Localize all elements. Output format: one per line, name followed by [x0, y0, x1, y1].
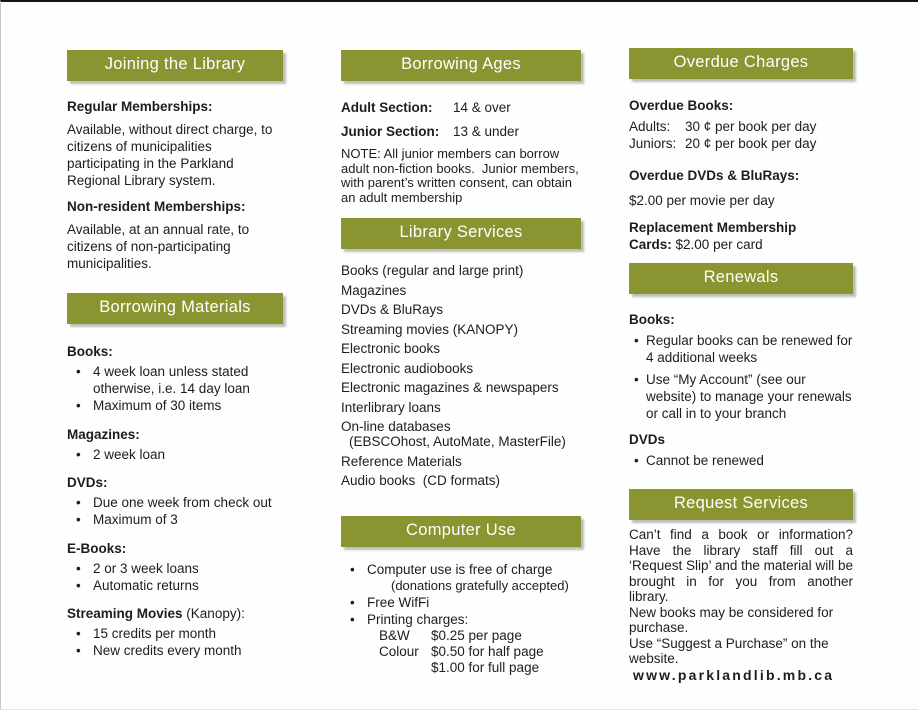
list-item	[341, 561, 581, 578]
bullet-icon	[634, 371, 646, 422]
bullet-icon	[76, 642, 93, 659]
service-item-sub: (EBSCOhost, AutoMate, MasterFile)	[349, 434, 566, 449]
library-services-list	[341, 262, 581, 489]
service-item: Streaming movies (KANOPY)	[341, 321, 519, 337]
bullet-icon	[350, 561, 367, 578]
printing-charge-row	[341, 628, 581, 644]
list-item	[629, 452, 853, 469]
service-item: Electronic books	[341, 341, 441, 356]
list-item-text: Due one week from check out	[93, 495, 272, 510]
replacement-line2: Cards:	[629, 237, 672, 252]
bullet-icon	[76, 494, 93, 511]
printing-price: $0.25 per page	[431, 628, 522, 643]
junior-section-line	[341, 123, 581, 140]
printing-price: $1.00 for full page	[431, 660, 540, 675]
bullet-icon	[76, 560, 93, 577]
list-item-text: Printing charges:	[367, 612, 469, 627]
list-item-text: Cannot be renewed	[646, 453, 764, 468]
list-item-text: 2 or 3 week loans	[93, 561, 199, 576]
list-item	[67, 494, 283, 511]
section-header-borrowing-materials: Borrowing Materials	[67, 293, 283, 324]
subheading-regular-memberships: Regular Memberships:	[67, 99, 213, 114]
service-item: On-line databases	[341, 419, 451, 434]
list-item	[341, 594, 581, 611]
overdue-rate-row	[629, 119, 853, 136]
list-item	[67, 511, 283, 528]
bullet-icon	[76, 363, 93, 397]
bullet-list-magazines	[67, 446, 283, 463]
list-item	[341, 611, 581, 628]
column-middle	[341, 2, 581, 676]
bullet-list-dvds	[67, 494, 283, 528]
list-item	[67, 642, 283, 659]
column-right	[629, 2, 853, 684]
subheading-magazines: Magazines:	[67, 427, 140, 442]
bullet-icon	[76, 577, 93, 594]
bullet-icon	[76, 511, 93, 528]
section-header-overdue-charges: Overdue Charges	[629, 48, 853, 79]
subheading-renew-dvds: DVDs	[629, 432, 666, 447]
list-item-text: Regular books can be renewed for 4 additional weeks	[646, 333, 853, 365]
bullet-list-streaming	[67, 625, 283, 659]
column-left	[67, 2, 283, 659]
list-item-text: Free WifFi	[367, 595, 430, 610]
printing-type-label: B&W	[379, 628, 410, 643]
bullet-icon	[634, 332, 646, 366]
service-item: Electronic audiobooks	[341, 360, 474, 376]
overdue-rates	[629, 119, 853, 152]
paragraph-regular-memberships: Available, without direct charge, to citizens of municipalities participating in the Parkland Regional Library system.	[67, 122, 273, 188]
replacement-line1: Replacement Membership	[629, 220, 797, 235]
request-paragraph-3: Use “Suggest a Purchase” on the website.	[629, 635, 829, 666]
note-paragraph: NOTE: All junior members can borrow adult non-fiction books. Junior members, with parent’s written consent, can obtain an adult membership	[341, 146, 583, 205]
subheading-regular-part: (Kanopy):	[182, 606, 245, 621]
section-header-joining-the-library: Joining the Library	[67, 50, 283, 81]
bullet-list-ebooks	[67, 560, 283, 594]
bullet-icon	[350, 611, 367, 628]
bullet-list-books	[67, 363, 283, 414]
computer-use-list	[341, 561, 581, 676]
list-item	[67, 446, 283, 463]
junior-section-label: Junior Section:	[341, 124, 440, 139]
subheading-overdue-books: Overdue Books:	[629, 98, 734, 113]
service-item: Magazines	[341, 282, 407, 298]
junior-section-value: 13 & under	[453, 124, 520, 139]
printing-charge-row	[341, 644, 581, 660]
request-paragraph-2: New books may be considered for purchase.	[629, 604, 834, 635]
list-item-text: Maximum of 30 items	[93, 398, 222, 413]
list-item	[629, 371, 853, 422]
subheading-dvds: DVDs:	[67, 475, 108, 490]
subheading-nonresident-memberships: Non-resident Memberships:	[67, 199, 246, 214]
service-item: Audio books (CD formats)	[341, 473, 501, 488]
list-item-text: Automatic returns	[93, 578, 199, 593]
service-item: DVDs & BluRays	[341, 302, 444, 317]
bullet-list-renew-books	[629, 332, 853, 422]
bullet-icon	[76, 446, 93, 463]
service-item: Books (regular and large print)	[341, 263, 524, 278]
overdue-rate-value: 20 ¢ per book per day	[685, 135, 817, 151]
section-header-borrowing-ages: Borrowing Ages	[341, 50, 581, 81]
section-header-request-services: Request Services	[629, 489, 853, 520]
list-item	[67, 560, 283, 577]
bullet-icon	[76, 397, 93, 414]
website-url: www.parklandlib.mb.ca	[633, 666, 835, 683]
replacement-value: $2.00 per card	[675, 237, 763, 252]
list-item	[67, 397, 283, 414]
bullet-icon	[76, 625, 93, 642]
subheading-bold-part: Streaming Movies	[67, 606, 183, 621]
overdue-dvds-rate: $2.00 per movie per day	[629, 193, 775, 208]
list-item	[629, 332, 853, 366]
list-item	[67, 577, 283, 594]
list-item-text: Maximum of 3	[93, 512, 178, 527]
adult-section-line	[341, 99, 581, 116]
list-item-text: Use “My Account” (see our website) to manage your renewals or call in to your branch	[646, 372, 852, 421]
overdue-rate-row	[629, 136, 853, 153]
adult-section-label: Adult Section:	[341, 100, 433, 115]
printing-price: $0.50 for half page	[431, 644, 544, 659]
bullet-icon	[350, 594, 367, 611]
bullet-list-renew-dvds	[629, 452, 853, 469]
adult-section-value: 14 & over	[453, 100, 511, 115]
section-header-library-services: Library Services	[341, 218, 581, 249]
section-header-renewals: Renewals	[629, 263, 853, 294]
overdue-rate-value: 30 ¢ per book per day	[685, 119, 817, 134]
list-item-text: 15 credits per month	[93, 626, 217, 641]
overdue-group-label: Adults:	[629, 119, 671, 134]
request-paragraph-1: Can’t find a book or information? Have the library staff fill out a ‘Request Slip’ and the material will be brought in for you from another library.	[629, 527, 853, 604]
subheading-renew-books: Books:	[629, 312, 675, 327]
printing-charge-row	[341, 660, 581, 676]
printing-type-label	[379, 660, 431, 676]
subheading-ebooks: E-Books:	[67, 541, 127, 556]
service-item: Electronic magazines & newspapers	[341, 380, 559, 395]
section-header-computer-use: Computer Use	[341, 516, 581, 547]
list-item	[67, 625, 283, 642]
printing-type-label: Colour	[379, 644, 419, 659]
list-item-text: New credits every month	[93, 643, 242, 658]
bullet-icon	[634, 452, 646, 469]
paragraph-nonresident-memberships: Available, at an annual rate, to citizens of non-participating municipalities.	[67, 222, 250, 271]
replacement-cards-block	[629, 219, 853, 253]
subheading-overdue-dvds: Overdue DVDs & BluRays:	[629, 168, 800, 183]
list-item-text: 4 week loan unless stated otherwise, i.e. 14 day loan	[93, 364, 250, 396]
subheading-streaming-movies	[67, 605, 283, 622]
service-item: Reference Materials	[341, 453, 462, 469]
overdue-group-label: Juniors:	[629, 135, 677, 151]
list-item-subtext: (donations gratefully accepted)	[391, 578, 569, 593]
subheading-books: Books:	[67, 344, 113, 359]
list-item-text: Computer use is free of charge	[367, 562, 553, 577]
service-item: Interlibrary loans	[341, 399, 441, 415]
list-item-text: 2 week loan	[93, 447, 166, 462]
list-item	[67, 363, 283, 397]
